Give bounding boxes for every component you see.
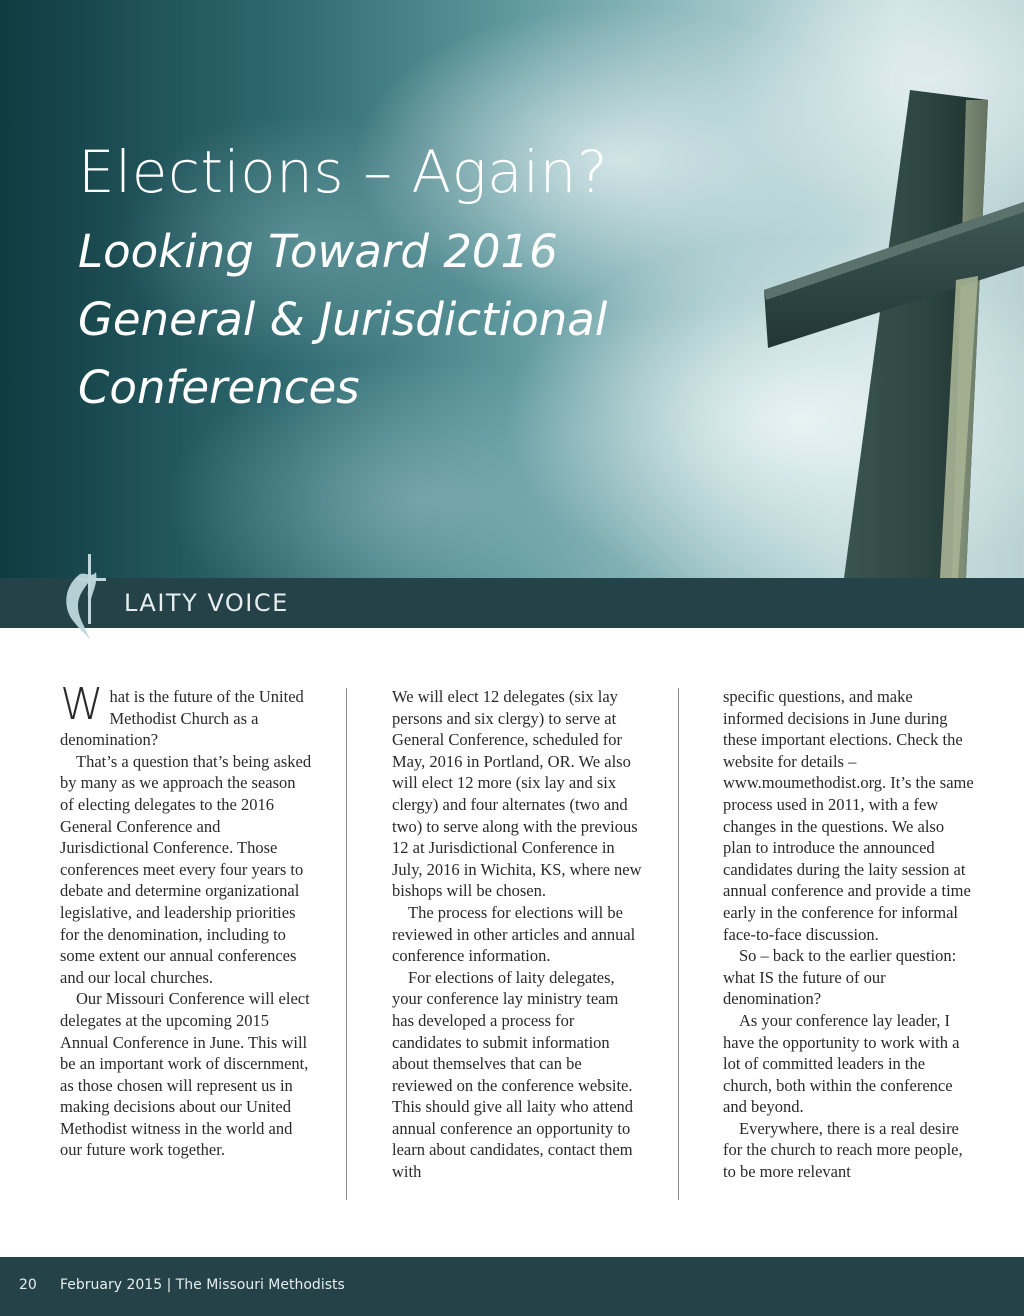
paragraph: That’s a question that’s being asked by many as we approach the season of electing delegates to the 2016 General Conference and Jurisdictional Conference. Those conferences meet every four years to debate and determine organizational legislative, and leadership priorities for the denomination, including to some extent our annual conferences and our local churches. bbox=[60, 751, 312, 987]
page-number: 20 bbox=[19, 1277, 37, 1293]
article-column-3 bbox=[723, 686, 975, 1183]
paragraph: For elections of laity delegates, your conference lay ministry team has developed a process for candidates to submit information about themselves that can be reviewed on the conference website. This should give all laity who attend annual conference an opportunity to learn about candidates, contact them with bbox=[392, 967, 634, 1182]
article-title: Elections – Again? bbox=[78, 138, 609, 206]
cross-image bbox=[760, 90, 1024, 578]
paragraph: We will elect 12 delegates (six lay persons and six clergy) to serve at General Conference, scheduled for May, 2016 in Portland, OR. We also will elect 12 more (six lay and six clergy) and four alternates (two and two) to serve along with the previous 12 at Jurisdictional Conference in July, 2016 in Wichita, KS, where new bishops will be chosen. bbox=[392, 687, 642, 901]
article-column-2 bbox=[392, 686, 644, 1183]
section-label: LAITY VOICE bbox=[124, 589, 289, 617]
paragraph: Everywhere, there is a real desire for the church to reach more people, to be more relevant bbox=[723, 1118, 963, 1182]
issue-info: February 2015 | The Missouri Methodists bbox=[60, 1277, 345, 1293]
paragraph: The process for elections will be reviewed in other articles and annual conference information. bbox=[392, 902, 636, 966]
paragraph: specific questions, and make informed decisions in June during these important elections. Check the website for details – www.moumethodist.org. It’s the same process used in 2011, with a few changes in the questions. We also plan to introduce the announced candidates during the laity session at annual conference and provide a time early in the conference for informal face-to-face discussion. bbox=[723, 687, 974, 944]
article-column-1 bbox=[60, 679, 312, 1161]
paragraph: hat is the future of the United Methodist Church as a denomination? bbox=[60, 687, 304, 750]
column-divider bbox=[678, 688, 679, 1200]
paragraph: So – back to the earlier question: what IS the future of our denomination? bbox=[723, 946, 957, 1009]
drop-cap: W bbox=[60, 679, 104, 730]
article-subtitle: Looking Toward 2016 General & Jurisdictional Conferences bbox=[78, 225, 608, 414]
hero-banner bbox=[0, 0, 1024, 578]
column-divider bbox=[346, 688, 347, 1200]
paragraph: As your conference lay leader, I have the opportunity to work with a lot of committed leaders in the church, both within the conference and beyond. bbox=[723, 1010, 960, 1117]
umc-cross-flame-logo bbox=[56, 552, 120, 648]
paragraph: Our Missouri Conference will elect delegates at the upcoming 2015 Annual Conference in June. This will be an important work of discernment, as those chosen will represent us in making decisions about our United Methodist witness in the world and our future work together. bbox=[60, 989, 310, 1160]
